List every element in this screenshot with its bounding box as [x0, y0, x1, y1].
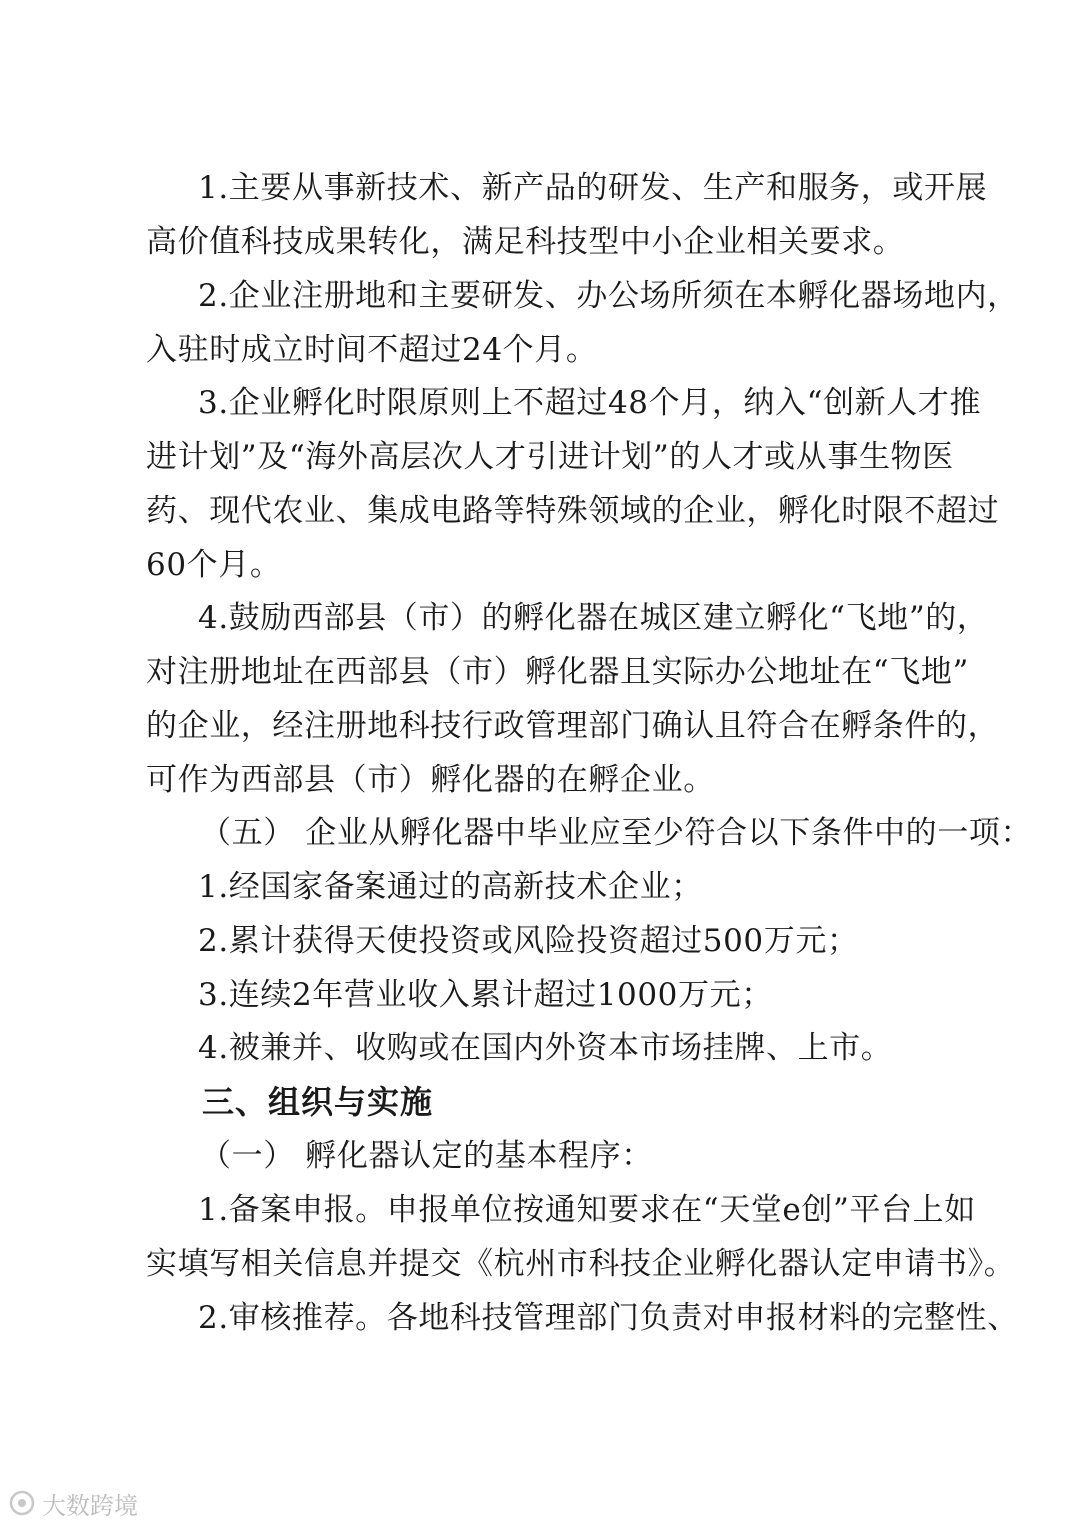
paragraph-line-10: 对注册地址在西部县（市）孵化器且实际办公地址在“飞地” [146, 654, 969, 690]
paragraph-line-7: 药、现代农业、集成电路等特殊领域的企业，孵化时限不超过 [146, 493, 1000, 529]
paragraph-line-5: 3.企业孵化时限原则上不超过48个月，纳入“创新人才推 [198, 385, 982, 421]
subsection-one-heading: （一） 孵化器认定的基本程序： [200, 1138, 653, 1174]
paragraph-line-4: 入驻时成立时间不超过24个月。 [146, 332, 598, 368]
condition-4: 4.被兼并、收购或在国内外资本市场挂牌、上市。 [198, 1030, 893, 1066]
paragraph-line-12: 可作为西部县（市）孵化器的在孵企业。 [146, 762, 715, 798]
procedure-line-1: 1.备案申报。申报单位按通知要求在“天堂e创”平台上如 [198, 1192, 976, 1228]
paragraph-line-6: 进计划”及“海外高层次人才引进计划”的人才或从事生物医 [146, 439, 954, 475]
watermark-logo-icon [8, 1489, 36, 1517]
procedure-line-2: 实填写相关信息并提交《杭州市科技企业孵化器认定申请书》。 [146, 1246, 1016, 1282]
paragraph-line-3: 2.企业注册地和主要研发、办公场所须在本孵化器场地内， [198, 278, 1019, 314]
procedure-line-3: 2.审核推荐。各地科技管理部门负责对申报材料的完整性、 [198, 1300, 1019, 1336]
condition-2: 2.累计获得天使投资或风险投资超过500万元； [198, 923, 859, 959]
section-heading-three: 三、组织与实施 [202, 1083, 434, 1121]
condition-1: 1.经国家备案通过的高新技术企业； [198, 869, 703, 905]
condition-3: 3.连续2年营业收入累计超过1000万元； [198, 977, 773, 1013]
watermark [8, 1486, 138, 1520]
paragraph-line-1: 1.主要从事新技术、新产品的研发、生产和服务，或开展 [198, 170, 988, 206]
paragraph-line-11: 的企业，经注册地科技行政管理部门确认且符合在孵条件的， [146, 708, 1000, 744]
paragraph-line-8: 60个月。 [146, 547, 282, 583]
paragraph-line-9: 4.鼓励西部县（市）的孵化器在城区建立孵化“飞地”的， [198, 600, 989, 636]
paragraph-line-2: 高价值科技成果转化，满足科技型中小企业相关要求。 [146, 224, 905, 260]
section-five-heading: （五） 企业从孵化器中毕业应至少符合以下条件中的一项： [200, 815, 1033, 851]
watermark-text: 大数跨境 [42, 1491, 138, 1520]
